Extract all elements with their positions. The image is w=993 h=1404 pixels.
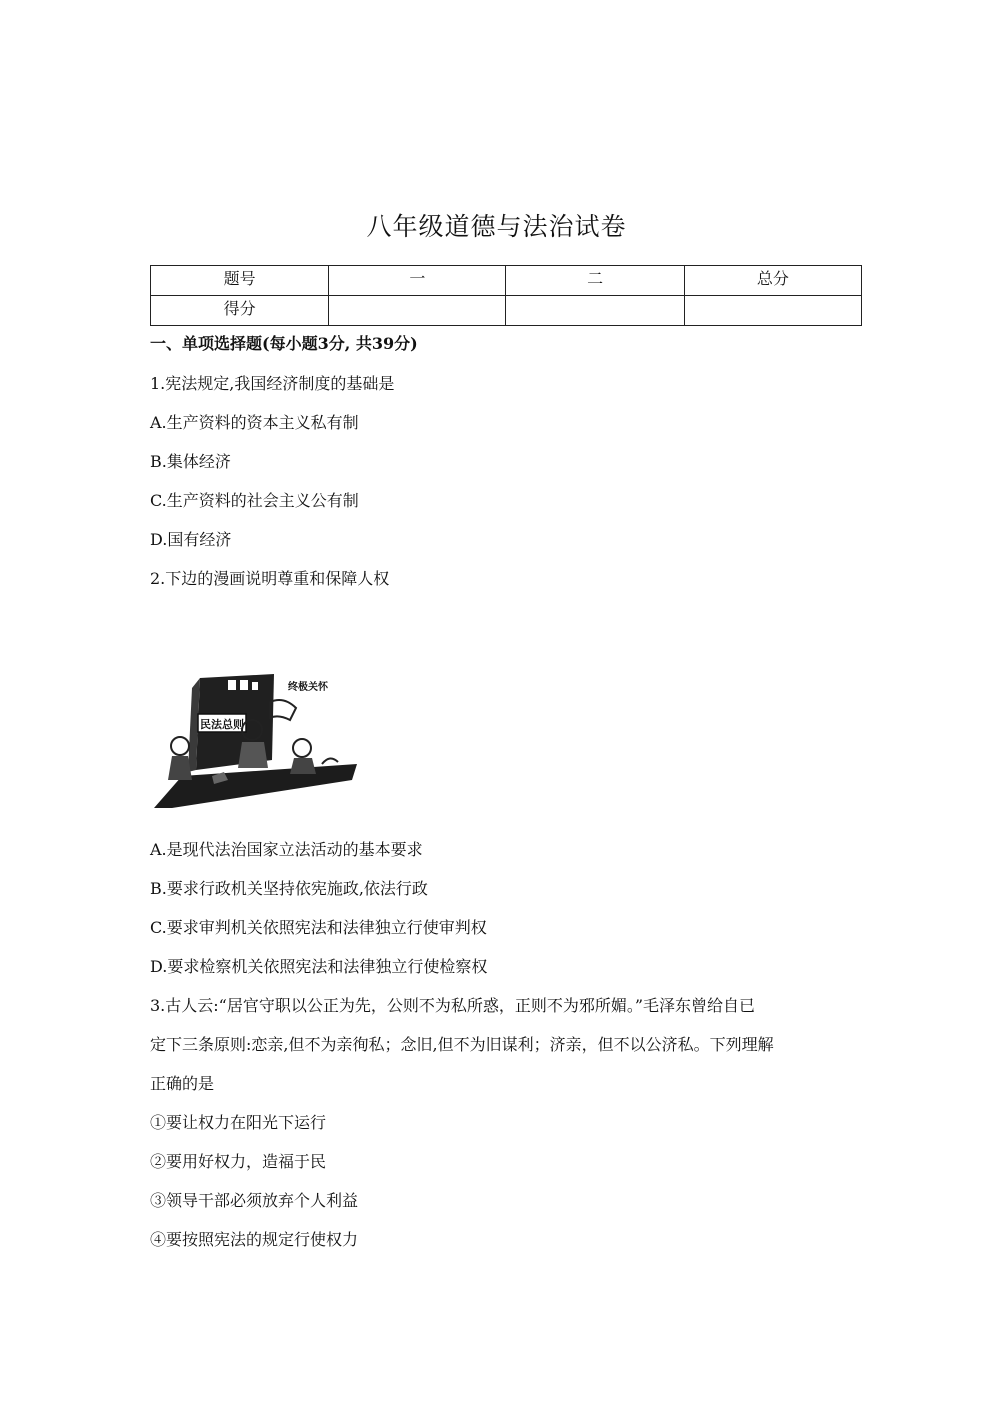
cartoon-figure-head <box>293 739 311 757</box>
score-table-header-cell: 一 <box>329 266 506 296</box>
question-2-option-a: A.是现代法治国家立法活动的基本要求 <box>150 840 423 859</box>
question-1-stem: 1.宪法规定,我国经济制度的基础是 <box>150 374 395 393</box>
question-3-item-1: ①要让权力在阳光下运行 <box>150 1113 327 1132</box>
question-2-option-b: B.要求行政机关坚持依宪施政,依法行政 <box>150 879 428 898</box>
question-2-option-c: C.要求审判机关依照宪法和法律独立行使审判权 <box>150 918 487 937</box>
cartoon-image <box>152 668 362 812</box>
section-heading: 一、单项选择题(每小题3分, 共39分) <box>150 334 418 353</box>
score-table-header-cell: 总分 <box>684 266 861 296</box>
page-title: 八年级道德与法治试卷 <box>366 212 627 241</box>
question-1-option-c: C.生产资料的社会主义公有制 <box>150 491 359 510</box>
question-3-stem-line: 定下三条原则:恋亲,但不为亲徇私；念旧,但不为旧谋利；济亲，但不以公济私。下列理解 <box>150 1035 774 1054</box>
question-3-item-4: ④要按照宪法的规定行使权力 <box>150 1230 359 1249</box>
question-1-option-d: D.国有经济 <box>150 530 232 549</box>
cartoon-figure-body <box>238 742 268 768</box>
cartoon-figure-body <box>290 758 316 774</box>
cartoon-figure-body <box>168 756 192 780</box>
score-table-header-cell: 二 <box>506 266 684 296</box>
score-cell <box>684 296 861 326</box>
score-table-score-row <box>151 296 862 326</box>
cartoon-caption: 终极关怀 <box>288 682 328 693</box>
score-table <box>150 265 862 326</box>
cartoon-book-label: 民法总则 <box>200 718 244 731</box>
score-cell <box>329 296 506 326</box>
score-table-header-cell: 题号 <box>151 266 329 296</box>
question-3-item-3: ③领导干部必须放弃个人利益 <box>150 1191 359 1210</box>
question-2-option-d: D.要求检察机关依照宪法和法律独立行使检察权 <box>150 957 488 976</box>
question-1-option-a: A.生产资料的资本主义私有制 <box>150 413 359 432</box>
question-3-stem-line: 3.古人云:“居官守职以公正为先，公则不为私所惑，正则不为邪所媚。”毛泽东曾给自已 <box>150 996 756 1015</box>
question-3-item-2: ②要用好权力，造福于民 <box>150 1152 327 1171</box>
question-2-stem: 2.下边的漫画说明尊重和保障人权 <box>150 569 390 588</box>
score-cell <box>506 296 684 326</box>
question-1-option-b: B.集体经济 <box>150 452 231 471</box>
question-3-stem-line: 正确的是 <box>150 1074 215 1093</box>
cartoon-figure-head <box>171 737 189 755</box>
score-table-header-row <box>151 266 862 296</box>
score-row-label: 得分 <box>151 296 329 326</box>
cartoon-hand <box>270 700 296 720</box>
